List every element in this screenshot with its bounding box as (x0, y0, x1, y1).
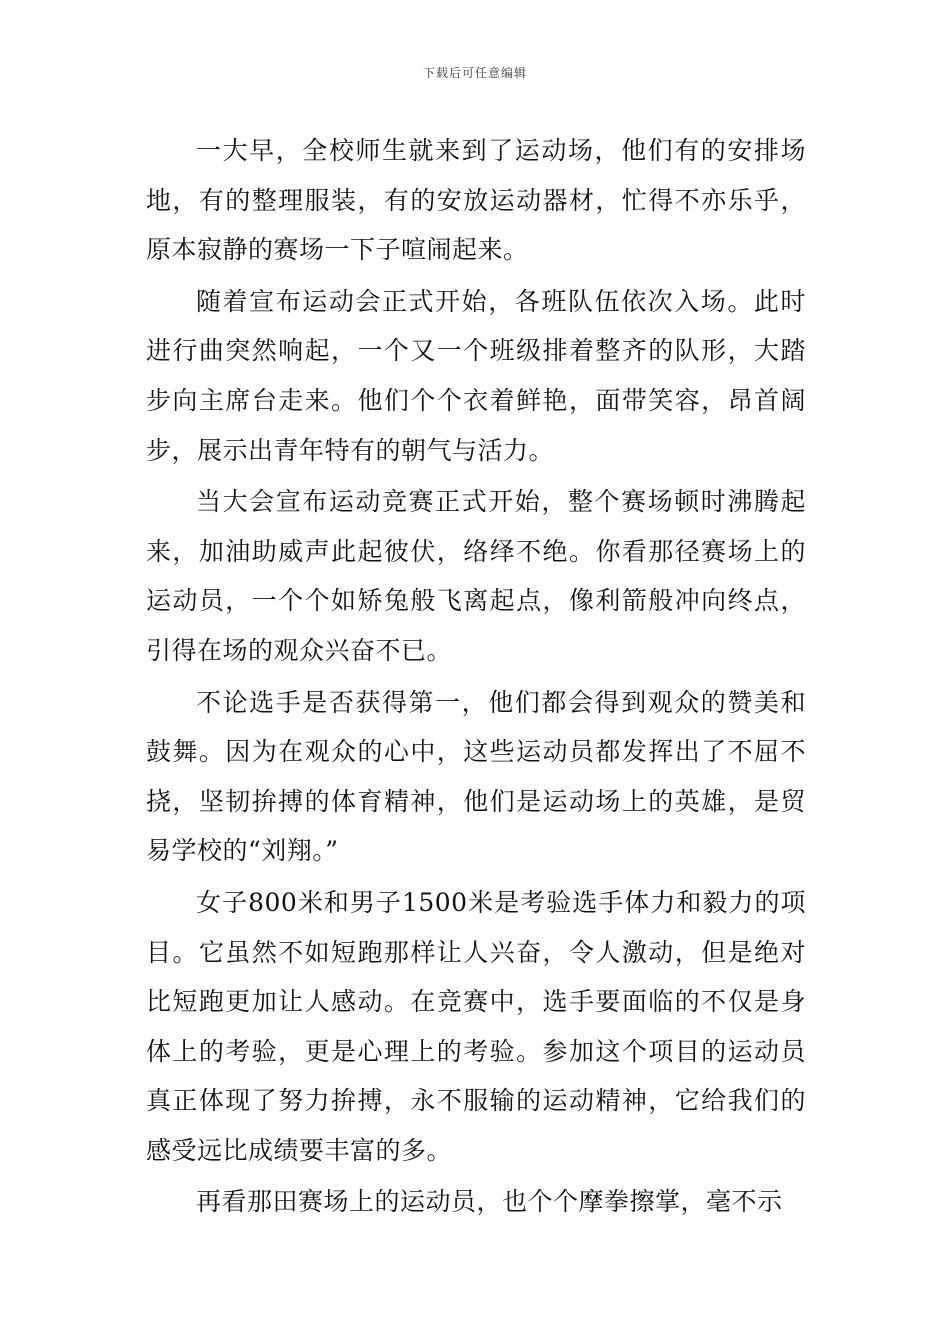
document-body (146, 126, 806, 1229)
paragraph-2: 随着宣布运动会正式开始，各班队伍依次入场。此时进行曲突然响起，一个又一个班级排着整齐的队形，大踏步向主席台走来。他们个个衣着鲜艳，面带笑容，昂首阔步，展示出青年特有的朝气与活力。 (146, 286, 806, 465)
paragraph-4: 不论选手是否获得第一，他们都会得到观众的赞美和鼓舞。因为在观众的心中，这些运动员都发挥出了不屈不挠，坚韧拚搏的体育精神，他们是运动场上的英雄，是贸易学校的“刘翔。” (146, 687, 806, 866)
paragraph-5: 女子800米和男子1500米是考验选手体力和毅力的项目。它虽然不如短跑那样让人兴奋，令人激动，但是绝对比短跑更加让人感动。在竞赛中，选手要面临的不仅是身体上的考验，更是心理上的考验。参加这个项目的运动员真正体现了努力拚搏，永不服输的运动精神，它给我们的感受远比成绩要丰富的多。 (146, 887, 806, 1165)
paragraph-6: 再看那田赛场上的运动员，也个个摩拳擦掌，毫不示 (196, 1187, 783, 1217)
paragraph-3: 当大会宣布运动竞赛正式开始，整个赛场顿时沸腾起来，加油助威声此起彼伏，络绎不绝。你看那径赛场上的运动员，一个个如矫兔般飞离起点，像利箭般冲向终点，引得在场的观众兴奋不已。 (146, 487, 806, 665)
page-header: 下载后可任意编辑 (422, 66, 527, 80)
paragraph-1: 一大早，全校师生就来到了运动场，他们有的安排场地，有的整理服装，有的安放运动器材，忙得不亦乐乎，原本寂静的赛场一下子喧闹起来。 (146, 136, 806, 265)
